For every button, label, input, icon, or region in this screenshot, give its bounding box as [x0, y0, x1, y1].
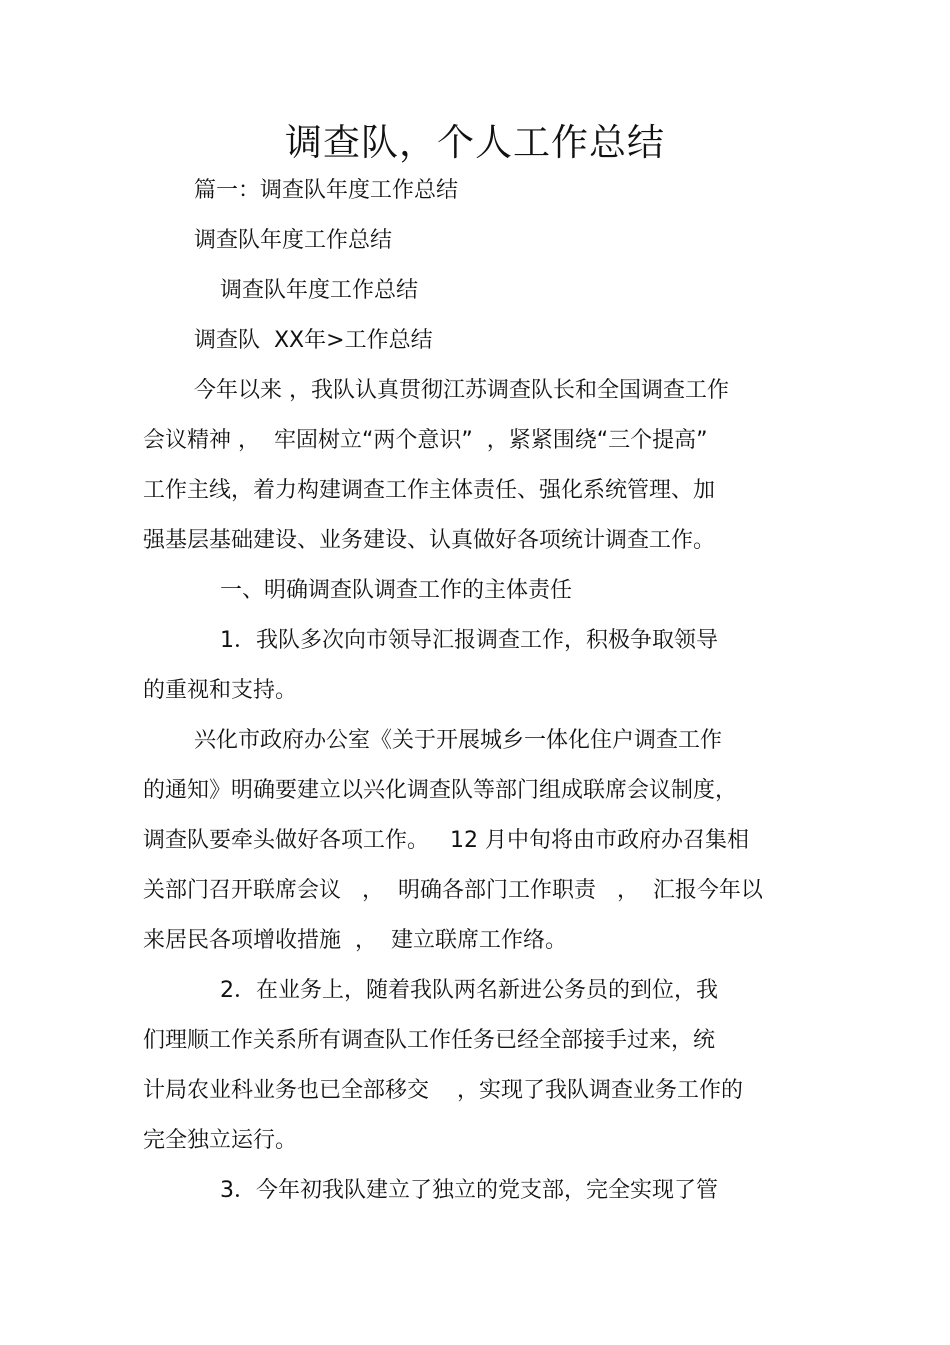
subtitle-line: 篇一：调查队年度工作总结 — [194, 178, 459, 203]
heading-line: 调查队 XX年>工作总结 — [194, 328, 433, 353]
paragraph-line: 计局农业科业务也已全部移交 ，实现了我队调查业务工作的 — [143, 1078, 743, 1103]
paragraph-line: 今年以来 ，我队认真贯彻江苏调查队长和全国调查工作 — [194, 378, 729, 403]
section-heading: 一、明确调查队调查工作的主体责任 — [220, 578, 573, 603]
paragraph-line: 们理顺工作关系所有调查队工作任务已经全部接手过来，统 — [143, 1028, 716, 1053]
paragraph-line: 完全独立运行。 — [143, 1128, 298, 1153]
paragraph-line: 兴化市政府办公室《关于开展城乡一体化住户调查工作 — [194, 728, 723, 753]
paragraph-line: 来居民各项增收措施 ， 建立联席工作络。 — [143, 928, 567, 953]
document-title: 调查队，个人工作总结 — [285, 121, 665, 164]
paragraph-line: 1．我队多次向市领导汇报调查工作，积极争取领导 — [220, 628, 718, 653]
paragraph-line: 的通知》明确要建立以兴化调查队等部门组成联席会议制度， — [143, 778, 738, 803]
paragraph-line: 调查队要牵头做好各项工作。 12 月中旬将由市政府办召集相 — [143, 828, 749, 853]
heading-line: 调查队年度工作总结 — [220, 278, 419, 303]
heading-line: 调查队年度工作总结 — [194, 228, 393, 253]
paragraph-line: 2．在业务上，随着我队两名新进公务员的到位，我 — [220, 978, 718, 1003]
paragraph-line: 会议精神 ， 牢固树立“两个意识” ，紧紧围绕“三个提高” — [143, 428, 708, 453]
paragraph-line: 3．今年初我队建立了独立的党支部，完全实现了管 — [220, 1178, 718, 1203]
paragraph-line: 工作主线，着力构建调查工作主体责任、强化系统管理、加 — [143, 478, 716, 503]
paragraph-line: 关部门召开联席会议 ， 明确各部门工作职责 ， 汇报今年以 — [143, 878, 763, 903]
paragraph-line: 的重视和支持。 — [143, 678, 298, 703]
paragraph-line: 强基层基础建设、业务建设、认真做好各项统计调查工作。 — [143, 528, 716, 553]
